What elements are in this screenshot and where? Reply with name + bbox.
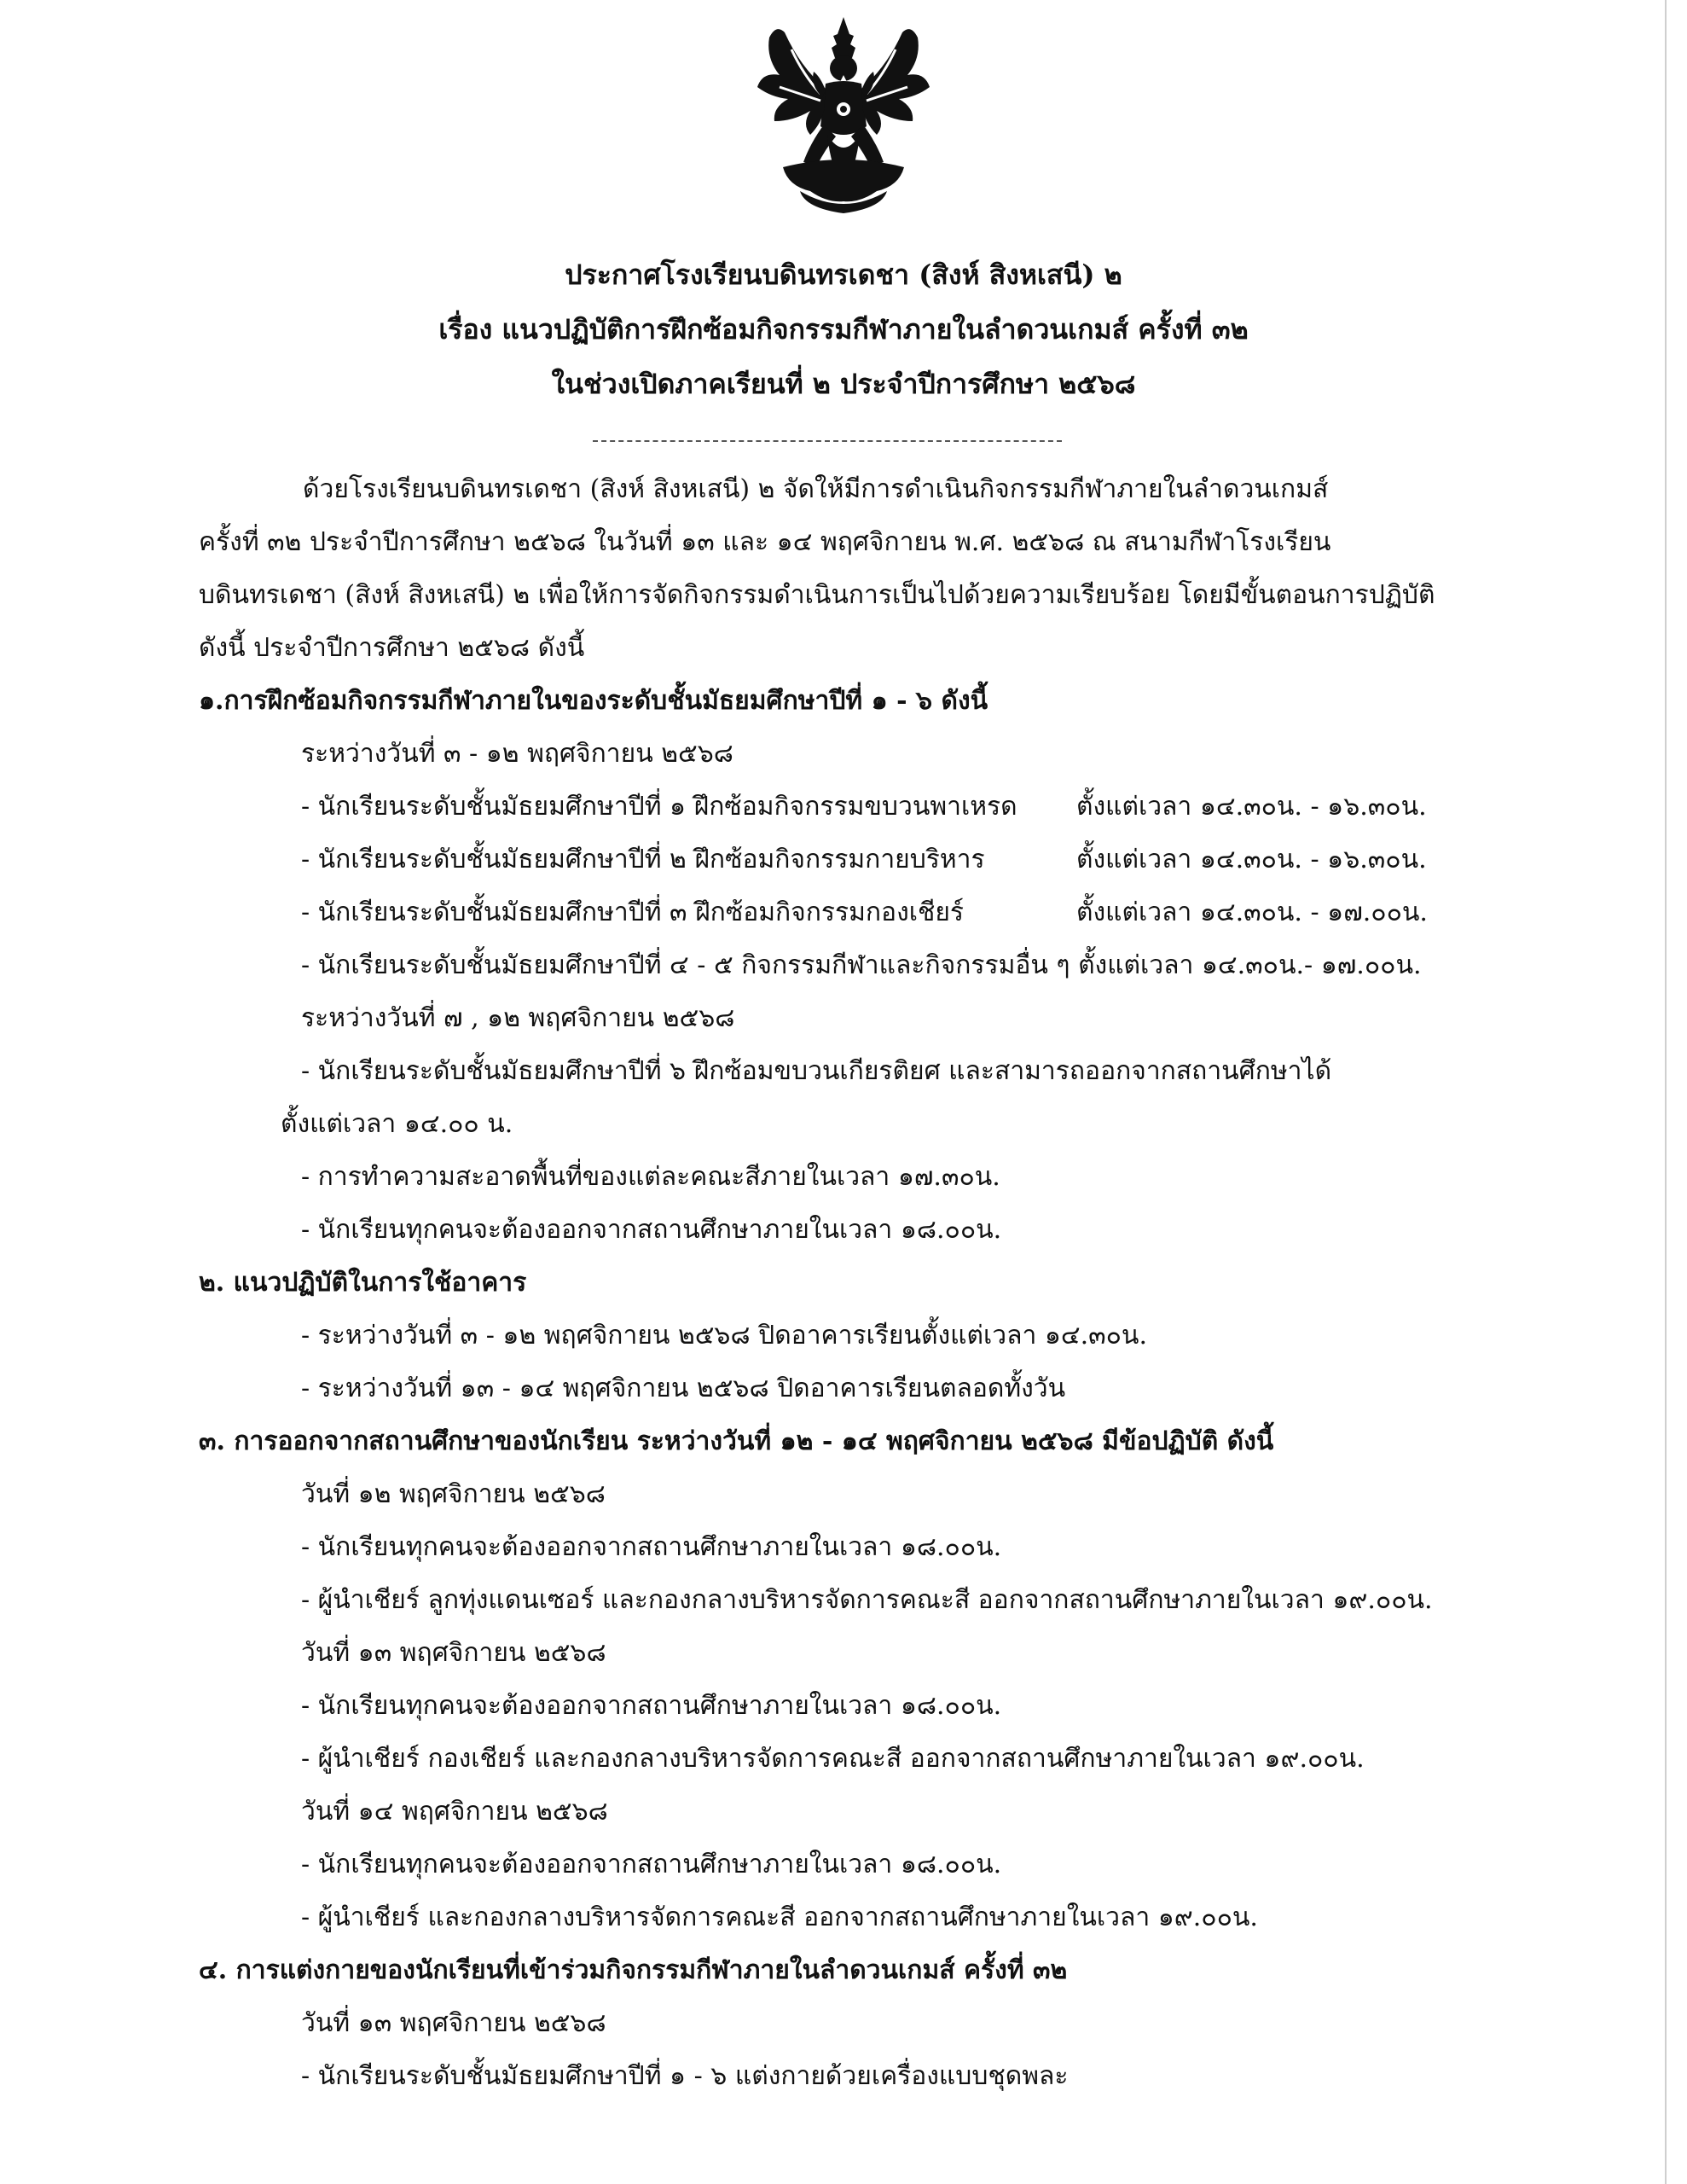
section-3-day-13-item-2: - ผู้นำเชียร์ กองเชียร์ และกองกลางบริหารจัดการคณะสี ออกจากสถานศึกษาภายในเวลา ๑๙.๐๐น. (301, 1744, 1365, 1774)
section-1-item-m4-5: - นักเรียนระดับชั้นมัธยมศึกษาปีที่ ๔ - ๕ กิจกรรมกีฬาและกิจกรรมอื่น ๆ ตั้งแต่เวลา ๑๔.๓๐น.- ๑๗.๐๐น. (301, 950, 1422, 980)
section-1-date-range-1: ระหว่างวันที่ ๓ - ๑๒ พฤศจิกายน ๒๕๖๘ (301, 739, 733, 769)
section-2-item-1: - ระหว่างวันที่ ๓ - ๑๒ พฤศจิกายน ๒๕๖๘ ปิดอาคารเรียนตั้งแต่เวลา ๑๔.๓๐น. (301, 1321, 1147, 1350)
intro-line-2: ครั้งที่ ๓๒ ประจำปีการศึกษา ๒๕๖๘ ในวันที่ ๑๓ และ ๑๔ พฤศจิกายน พ.ศ. ๒๕๖๘ ณ สนามกีฬาโรงเรียน (199, 527, 1331, 557)
section-1-item-m1-time: ตั้งแต่เวลา ๑๔.๓๐น. - ๑๖.๓๐น. (1076, 792, 1427, 822)
section-1-item-leave: - นักเรียนทุกคนจะต้องออกจากสถานศึกษาภายในเวลา ๑๘.๐๐น. (301, 1215, 1002, 1245)
section-1-item-m6: - นักเรียนระดับชั้นมัธยมศึกษาปีที่ ๖ ฝึกซ้อมขบวนเกียรติยศ และสามารถออกจากสถานศึกษาได้ (301, 1056, 1332, 1086)
section-3-day-13: วันที่ ๑๓ พฤศจิกายน ๒๕๖๘ (301, 1638, 606, 1668)
section-1-item-m3: - นักเรียนระดับชั้นมัธยมศึกษาปีที่ ๓ ฝึกซ้อมกิจกรรมกองเชียร์ (301, 897, 965, 927)
section-4-item-1: - นักเรียนระดับชั้นมัธยมศึกษาปีที่ ๑ - ๖ แต่งกายด้วยเครื่องแบบชุดพละ (301, 2061, 1069, 2091)
section-1-item-m3-time: ตั้งแต่เวลา ๑๔.๓๐น. - ๑๗.๐๐น. (1076, 897, 1428, 927)
title-divider (593, 440, 1062, 442)
section-1-item-m2-time: ตั้งแต่เวลา ๑๔.๓๐น. - ๑๖.๓๐น. (1076, 845, 1427, 874)
section-3-heading: ๓. การออกจากสถานศึกษาของนักเรียน ระหว่างวันที่ ๑๒ - ๑๔ พฤศจิกายน ๒๕๖๘ มีข้อปฏิบัติ ดังนี้ (199, 1426, 1274, 1456)
title-line-2: เรื่อง แนวปฏิบัติการฝึกซ้อมกิจกรรมกีฬาภายในลำดวนเกมส์ ครั้งที่ ๓๒ (438, 313, 1249, 346)
section-1-item-m1: - นักเรียนระดับชั้นมัธยมศึกษาปีที่ ๑ ฝึกซ้อมกิจกรรมขบวนพาเหรด (301, 792, 1017, 822)
section-1-heading: ๑.การฝึกซ้อมกิจกรรมกีฬาภายในของระดับชั้นมัธยมศึกษาปีที่ ๑ - ๖ ดังนี้ (199, 686, 988, 716)
intro-line-3: บดินทรเดชา (สิงห์ สิงหเสนี) ๒ เพื่อให้การจัดกิจกรรมดำเนินการเป็นไปด้วยความเรียบร้อย โดยมีขั้นตอนการปฏิบัติ (199, 580, 1435, 610)
section-4-day-13: วันที่ ๑๓ พฤศจิกายน ๒๕๖๘ (301, 2008, 606, 2038)
section-3-day-12-item-2: - ผู้นำเชียร์ ลูกทุ่งแดนเซอร์ และกองกลางบริหารจัดการคณะสี ออกจากสถานศึกษาภายในเวลา ๑๙.๐๐น. (301, 1585, 1433, 1615)
section-4-heading: ๔. การแต่งกายของนักเรียนที่เข้าร่วมกิจกรรมกีฬาภายในลำดวนเกมส์ ครั้งที่ ๓๒ (199, 1955, 1068, 1985)
section-3-day-12-item-1: - นักเรียนทุกคนจะต้องออกจากสถานศึกษาภายในเวลา ๑๘.๐๐น. (301, 1532, 1002, 1562)
section-1-date-range-2: ระหว่างวันที่ ๗ , ๑๒ พฤศจิกายน ๒๕๖๘ (301, 1003, 735, 1033)
section-3-day-13-item-1: - นักเรียนทุกคนจะต้องออกจากสถานศึกษาภายในเวลา ๑๘.๐๐น. (301, 1691, 1002, 1721)
garuda-emblem-icon (732, 15, 955, 218)
intro-line-4: ดังนี้ ประจำปีการศึกษา ๒๕๖๘ ดังนี้ (199, 633, 585, 663)
title-line-1: ประกาศโรงเรียนบดินทรเดชา (สิงห์ สิงหเสนี) ๒ (565, 258, 1122, 291)
section-3-day-14-item-1: - นักเรียนทุกคนจะต้องออกจากสถานศึกษาภายในเวลา ๑๘.๐๐น. (301, 1850, 1002, 1879)
section-2-heading: ๒. แนวปฏิบัติในการใช้อาคาร (199, 1268, 527, 1298)
section-3-day-14: วันที่ ๑๔ พฤศจิกายน ๒๕๖๘ (301, 1797, 608, 1827)
section-3-day-12: วันที่ ๑๒ พฤศจิกายน ๒๕๖๘ (301, 1479, 606, 1509)
intro-line-1: ด้วยโรงเรียนบดินทรเดชา (สิงห์ สิงหเสนี) ๒ จัดให้มีการดำเนินกิจกรรมกีฬาภายในลำดวนเกมส์ (303, 474, 1329, 504)
section-1-item-m2: - นักเรียนระดับชั้นมัธยมศึกษาปีที่ ๒ ฝึกซ้อมกิจกรรมกายบริหาร (301, 845, 985, 874)
section-3-day-14-item-2: - ผู้นำเชียร์ และกองกลางบริหารจัดการคณะสี ออกจากสถานศึกษาภายในเวลา ๑๙.๐๐น. (301, 1902, 1258, 1932)
section-2-item-2: - ระหว่างวันที่ ๑๓ - ๑๔ พฤศจิกายน ๒๕๖๘ ปิดอาคารเรียนตลอดทั้งวัน (301, 1374, 1066, 1403)
announcement-title (0, 247, 1687, 411)
title-line-3: ในช่วงเปิดภาคเรียนที่ ๒ ประจำปีการศึกษา ๒๕๖๘ (551, 368, 1136, 400)
section-1-item-cleaning: - การทำความสะอาดพื้นที่ของแต่ละคณะสีภายในเวลา ๑๗.๓๐น. (301, 1162, 1000, 1192)
section-1-item-m6-cont: ตั้งแต่เวลา ๑๔.๐๐ น. (281, 1109, 513, 1139)
